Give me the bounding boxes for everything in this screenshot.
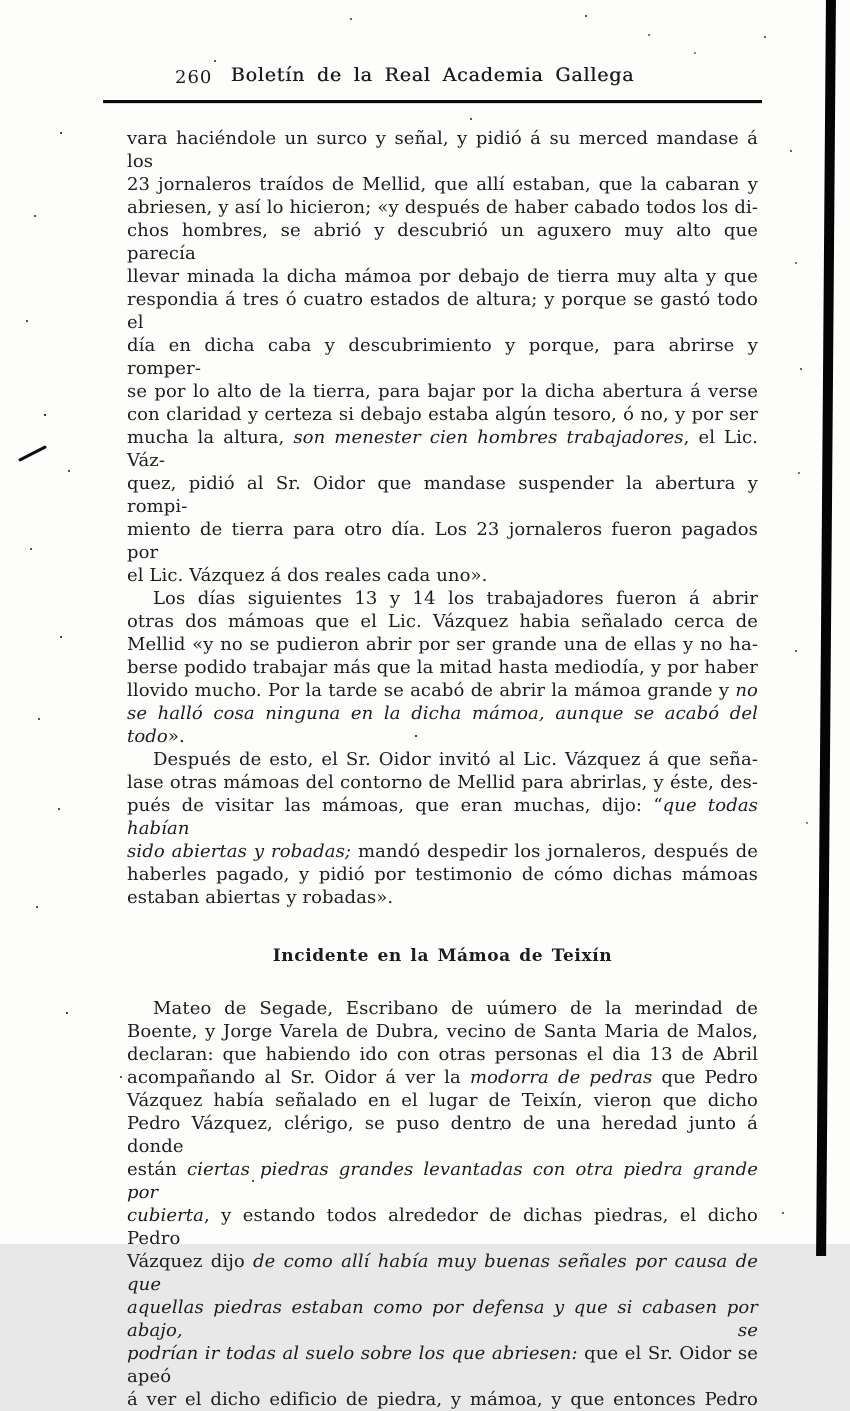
italic-text-segment: no [735, 680, 758, 701]
text-line [127, 863, 758, 886]
page-header [103, 64, 762, 93]
text-segment: Pedro Vázquez, clérigo, se puso dentro de una heredad junto á donde [127, 1113, 758, 1157]
text-segment: haberles pagado, y pidió por testimonio de cómo dichas mámoas [127, 864, 758, 885]
text-segment: , y estando todos alrededor de dichas piedras, el dicho Pedro [127, 1205, 758, 1249]
text-segment: á ver el dicho edificio de piedra, y mámoa, y que entonces Pedro [127, 1389, 758, 1410]
text-line [127, 196, 758, 219]
text-line [127, 472, 758, 518]
text-line [127, 334, 758, 380]
text-line [127, 656, 758, 679]
text-segment: miento de tierra para otro día. Los 23 jornaleros fueron pagados por [127, 519, 758, 563]
text-line [127, 840, 758, 863]
text-line [127, 380, 758, 403]
text-line [127, 1089, 758, 1112]
text-segment: abriesen, y así lo hicieron; «y después de haber cabado todos los di- [127, 197, 758, 218]
text-segment: vara haciéndole un surco y señal, y pidió á su merced mandase á los [127, 128, 758, 172]
text-segment: llevar minada la dicha mámoa por debajo de tierra muy alta y que [127, 266, 758, 287]
text-segment: acompañando al Sr. Oidor á ver la [127, 1067, 470, 1088]
text-line [127, 679, 758, 702]
text-line [127, 1388, 758, 1411]
text-segment: ». [167, 726, 185, 747]
italic-text-segment: se halló cosa ninguna en la dicha mámoa, aunque se acabó del todo [127, 703, 758, 747]
text-segment: declaran: que habiendo ido con otras personas el dia 13 de Abril [127, 1044, 758, 1065]
paragraph [127, 127, 758, 587]
text-line [127, 1066, 758, 1089]
journal-title: Boletín de la Real Academia Gallega [230, 64, 635, 86]
text-segment: berse podido trabajar más que la mitad hasta mediodía, y por haber [127, 657, 758, 678]
scan-noise-specks [0, 0, 2, 2]
italic-text-segment: aquellas piedras estaban como por defensa y que si cabasen por abajo, se [127, 1297, 758, 1341]
text-segment: el Lic. Vázquez á dos reales cada uno». [127, 565, 488, 586]
text-segment: estaban abiertas y robadas». [127, 887, 394, 908]
text-line [127, 1204, 758, 1250]
text-segment: quez, pidió al Sr. Oidor que mandase suspender la abertura y rompi- [127, 473, 758, 517]
pen-mark [18, 445, 47, 462]
text-line [127, 587, 758, 610]
text-line [127, 564, 758, 587]
text-segment: otras dos mámoas que el Lic. Vázquez habia señalado cerca de [127, 611, 758, 632]
text-line [127, 219, 758, 265]
text-segment: mucha la altura, [127, 427, 294, 448]
text-line [127, 702, 758, 748]
text-line [127, 1296, 758, 1342]
italic-text-segment: sido abiertas y robadas; [127, 841, 352, 862]
paragraph [127, 997, 758, 1411]
text-segment: Después de esto, el Sr. Oidor invitó al Lic. Vázquez á que seña- [153, 749, 758, 770]
text-segment: se por lo alto de la tierra, para bajar por la dicha abertura á verse [127, 381, 758, 402]
text-line [127, 426, 758, 472]
text-segment: con claridad y certeza si debajo estaba algún tesoro, ó no, y por ser [127, 404, 758, 425]
text-segment: respondia á tres ó cuatro estados de altura; y porque se gastó todo el [127, 289, 758, 333]
text-line [127, 633, 758, 656]
page-number: 260 [175, 67, 213, 88]
text-line [127, 518, 758, 564]
page-content [103, 64, 762, 1411]
text-segment: están [127, 1159, 187, 1180]
italic-text-segment: cubierta [127, 1205, 204, 1226]
paragraph [127, 587, 758, 748]
text-line [127, 403, 758, 426]
scan-edge-shadow [816, 0, 836, 1256]
text-line [127, 1020, 758, 1043]
page-body [103, 127, 762, 1411]
text-line [127, 771, 758, 794]
text-segment: chos hombres, se abrió y descubrió un aguxero muy alto que parecía [127, 220, 758, 264]
text-line [127, 997, 758, 1020]
text-segment: pués de visitar las mámoas, que eran muchas, dijo: “ [127, 795, 663, 816]
text-segment: que Pedro [652, 1067, 758, 1088]
text-line [127, 1342, 758, 1388]
text-line [127, 1250, 758, 1296]
italic-text-segment: son menester cien hombres trabajadores [293, 427, 684, 448]
text-line [127, 794, 758, 840]
text-line [127, 127, 758, 173]
text-line [127, 265, 758, 288]
italic-text-segment: de como allí había muy buenas señales por causa de que [127, 1251, 758, 1295]
text-line [127, 886, 758, 909]
text-segment: Vázquez había señalado en el lugar de Teixín, vieron que dicho [127, 1090, 758, 1111]
text-segment: lase otras mámoas del contorno de Mellid para abrirlas, y éste, des- [127, 772, 758, 793]
text-segment: 23 jornaleros traídos de Mellid, que allí estaban, que la cabaran y [127, 174, 758, 195]
italic-text-segment: podrían ir todas al suelo sobre los que abriesen: [127, 1343, 578, 1364]
text-segment: Los días siguientes 13 y 14 los trabajadores fueron á abrir [153, 588, 758, 609]
text-segment: Mateo de Segade, Escribano de uúmero de la merindad de [153, 998, 758, 1019]
text-segment: Vázquez dijo [127, 1251, 254, 1272]
text-line [127, 1158, 758, 1204]
italic-text-segment: que todas habían [127, 795, 758, 839]
text-segment: , el Lic. Váz- [127, 427, 758, 471]
text-line [127, 1112, 758, 1158]
paragraph [127, 748, 758, 909]
italic-text-segment: modorra de pedras [469, 1067, 653, 1088]
text-segment: Mellid «y no se pudieron abrir por ser grande una de ellas y no ha- [127, 634, 758, 655]
text-line [127, 748, 758, 771]
section-heading: Incidente en la Mámoa de Teixín [272, 946, 613, 966]
text-segment: que el Sr. Oidor se apeó [127, 1343, 758, 1387]
text-line [127, 173, 758, 196]
text-line [127, 288, 758, 334]
italic-text-segment: ciertas piedras grandes levantadas con otra piedra grande por [127, 1159, 758, 1203]
text-line [127, 1043, 758, 1066]
text-segment: día en dicha caba y descubrimiento y porque, para abrirse y romper- [127, 335, 758, 379]
header-rule [103, 100, 762, 103]
text-segment: mandó despedir los jornaleros, después de [351, 841, 758, 862]
text-segment: llovido mucho. Por la tarde se acabó de abrir la mámoa grande y [127, 680, 736, 701]
text-line [127, 610, 758, 633]
text-segment: Boente, y Jorge Varela de Dubra, vecino de Santa Maria de Malos, [127, 1021, 758, 1042]
